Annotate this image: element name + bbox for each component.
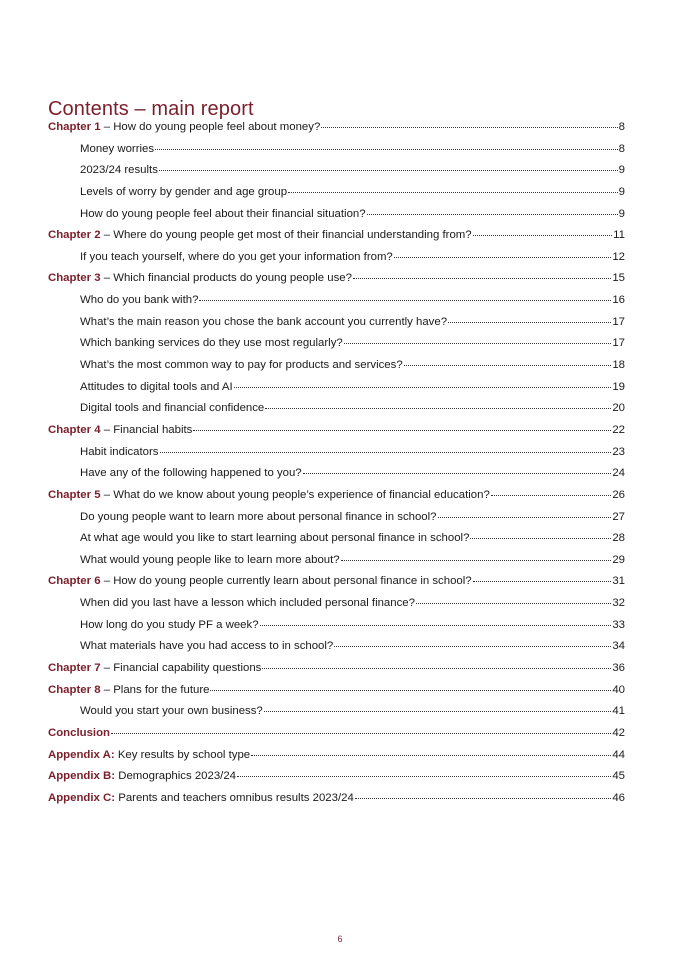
toc-entry-text: What materials have you had access to in school? [80,640,334,653]
toc-entry-label [80,701,263,723]
toc-page-number: 36 [612,662,625,675]
toc-entry-text: Key results by school type [114,748,251,761]
dot-leader [367,213,618,215]
toc-entry-text: What’s the main reason you chose the bank account you currently have? [80,315,448,328]
toc-page-number: 17 [612,315,625,328]
toc-entry-text: Money worries [80,142,155,155]
toc-chapter-entry[interactable] [48,766,625,788]
toc-entry-prefix: Chapter 2 [48,229,101,242]
dot-leader [334,645,611,647]
toc-section-entry[interactable] [48,463,625,485]
toc-page-number: 8 [618,142,625,155]
dot-leader [159,169,618,171]
dot-leader [264,710,612,712]
toc-entry-prefix: Appendix B: [48,770,116,783]
toc-entry-label [48,571,472,593]
dot-leader [265,407,611,409]
toc-entry-prefix: Chapter 8 [48,683,101,696]
toc-page-number: 20 [612,402,625,415]
dot-leader [303,472,612,474]
toc-section-entry[interactable] [48,290,625,312]
toc-entry-text: Would you start your own business? [80,705,263,718]
toc-page-number: 19 [612,380,625,393]
toc-entry-text: – How do young people currently learn about personal finance in school? [100,575,472,588]
toc-entry-label [80,463,302,485]
dot-leader [260,624,612,626]
dot-leader [473,580,612,582]
dot-leader [394,256,612,258]
toc-entry-text: – Financial capability questions [100,662,262,675]
toc-chapter-entry[interactable] [48,268,625,290]
toc-entry-text: – What do we know about young people’s experience of financial education? [100,488,490,501]
toc-page-number: 9 [618,207,625,220]
toc-page-number: 31 [612,575,625,588]
toc-section-entry[interactable] [48,182,625,204]
toc-entry-label [80,139,154,161]
toc-chapter-entry[interactable] [48,723,625,745]
toc-entry-text: If you teach yourself, where do you get your information from? [80,250,393,263]
toc-section-entry[interactable] [48,204,625,226]
toc-entry-text: Who do you bank with? [80,294,199,307]
toc-entry-text: What would young people like to learn more about? [80,553,340,566]
dot-leader [473,234,613,236]
toc-entry-label [48,485,490,507]
toc-entry-label [80,247,393,269]
toc-entry-text: – How do young people feel about money? [100,121,321,133]
toc-section-entry[interactable] [48,636,625,658]
dot-leader [404,364,612,366]
dot-leader [448,321,611,323]
toc-entry-prefix: Chapter 7 [48,662,101,675]
toc-section-entry[interactable] [48,528,625,550]
toc-entry-label [48,420,192,442]
toc-entry-label [80,593,415,615]
dot-leader [353,277,611,279]
toc-entry-label [80,312,447,334]
toc-chapter-entry[interactable] [48,420,625,442]
toc-entry-prefix: Chapter 6 [48,575,101,588]
toc-chapter-entry[interactable] [48,485,625,507]
toc-entry-label [48,723,110,745]
toc-section-entry[interactable] [48,139,625,161]
toc-section-entry[interactable] [48,442,625,464]
toc-section-entry[interactable] [48,333,625,355]
toc-entry-text: Attitudes to digital tools and AI [80,380,233,393]
toc-entry-text: When did you last have a lesson which included personal finance? [80,597,415,610]
toc-section-entry[interactable] [48,593,625,615]
dot-leader [237,775,611,777]
dot-leader [321,126,617,128]
toc-entry-label [80,333,343,355]
dot-leader [344,342,612,344]
toc-page-number: 41 [612,705,625,718]
dot-leader [470,537,611,539]
toc-page-number: 40 [612,683,625,696]
dot-leader [199,299,611,301]
toc-section-entry[interactable] [48,247,625,269]
toc-page-number: 33 [612,618,625,631]
toc-page-number: 29 [612,553,625,566]
toc-entry-label [80,636,333,658]
dot-leader [160,451,612,453]
toc-entry-text: At what age would you like to start learning about personal finance in school? [80,532,470,545]
toc-entry-label [80,182,287,204]
toc-page-number: 16 [612,294,625,307]
toc-entry-text: Habit indicators [80,445,159,458]
dot-leader [416,602,611,604]
toc-chapter-entry[interactable] [48,225,625,247]
toc-page-number: 26 [612,488,625,501]
toc-page-number: 18 [612,359,625,372]
toc-entry-text: Digital tools and financial confidence [80,402,265,415]
toc-entry-prefix: Chapter 1 [48,121,101,133]
dot-leader [438,516,612,518]
toc-page-number: 15 [612,272,625,285]
toc-entry-text: Parents and teachers omnibus results 2023/24 [115,791,354,804]
toc-section-entry[interactable] [48,701,625,723]
toc-entry-label [80,290,198,312]
toc-entry-prefix: Conclusion [48,726,111,739]
dot-leader [111,732,611,734]
toc-entry-text: Do young people want to learn more about personal finance in school? [80,510,437,523]
toc-page-number: 24 [612,467,625,480]
toc-page-number: 22 [612,423,625,436]
toc-entry-text: Which banking services do they use most regularly? [80,337,343,350]
toc-entry-prefix: Chapter 3 [48,272,101,285]
toc-page-number: 27 [612,510,625,523]
toc-entry-text: – Where do young people get most of their financial understanding from? [100,229,472,242]
toc-entry-label [80,160,158,182]
toc-entry-text: Demographics 2023/24 [115,770,237,783]
toc-page-number: 32 [612,597,625,610]
toc-entry-label [48,225,472,247]
dot-leader [234,386,612,388]
toc-entry-text: 2023/24 results [80,164,158,177]
dot-leader [355,797,612,799]
toc-entry-label [48,788,354,810]
toc-page-number: 8 [618,121,625,133]
toc-page-number: 12 [612,250,625,263]
toc-entry-label [80,528,469,550]
toc-page-number: 17 [612,337,625,350]
toc-entry-label [48,745,250,767]
dot-leader [193,429,611,431]
toc-page-number: 23 [612,445,625,458]
toc-entry-label [80,550,340,572]
toc-page-number: 11 [613,229,625,242]
toc-entry-text: – Financial habits [100,423,193,436]
toc-section-entry[interactable] [48,312,625,334]
toc-page-number: 42 [612,726,625,739]
dot-leader [288,191,618,193]
toc-entry-text: – Plans for the future [100,683,210,696]
toc-entry-label [80,377,233,399]
toc-entry-label [48,117,320,139]
dot-leader [341,559,612,561]
toc-entry-label [80,507,437,529]
toc-entry-label [48,268,352,290]
toc-entry-text: What’s the most common way to pay for products and services? [80,359,403,372]
page-number: 6 [337,934,343,944]
toc-entry-text: – Which financial products do young people use? [100,272,352,285]
dot-leader [210,689,611,691]
toc-entry-text: Levels of worry by gender and age group [80,185,288,198]
toc-chapter-entry[interactable] [48,788,625,810]
toc-entry-prefix: Chapter 4 [48,423,101,436]
toc-page-number: 9 [618,185,625,198]
toc-section-entry[interactable] [48,550,625,572]
dot-leader [491,494,612,496]
page-title: Contents – main report [48,98,254,121]
toc-chapter-entry[interactable] [48,658,625,680]
toc-entry-label [80,398,264,420]
toc-entry-label [80,615,259,637]
toc-entry-text: How do young people feel about their financial situation? [80,207,366,220]
toc-section-entry[interactable] [48,615,625,637]
toc-entry-text: How long do you study PF a week? [80,618,259,631]
toc-entry-label [80,355,403,377]
toc-chapter-entry[interactable] [48,680,625,702]
toc-entry-label [48,658,261,680]
toc-section-entry[interactable] [48,398,625,420]
toc-page-number: 45 [612,770,625,783]
toc-section-entry[interactable] [48,507,625,529]
dot-leader [155,148,618,150]
dot-leader [262,667,611,669]
toc-section-entry[interactable] [48,160,625,182]
toc-chapter-entry[interactable] [48,571,625,593]
toc-entry-text: Have any of the following happened to you? [80,467,302,480]
toc-entry-label [80,204,366,226]
toc-page-number: 44 [612,748,625,761]
toc-entry-label [48,680,209,702]
toc-entry-label [48,766,236,788]
toc-chapter-entry[interactable] [48,117,625,139]
toc-entry-prefix: Appendix A: [48,748,115,761]
toc-entry-prefix: Appendix C: [48,791,116,804]
toc-page-number: 34 [612,640,625,653]
toc-chapter-entry[interactable] [48,745,625,767]
dot-leader [251,754,611,756]
table-of-contents [48,117,625,810]
toc-page-number: 28 [612,532,625,545]
toc-entry-label [80,442,159,464]
toc-section-entry[interactable] [48,377,625,399]
toc-section-entry[interactable] [48,355,625,377]
toc-page-number: 46 [612,791,625,804]
toc-entry-prefix: Chapter 5 [48,488,101,501]
toc-page-number: 9 [618,164,625,177]
